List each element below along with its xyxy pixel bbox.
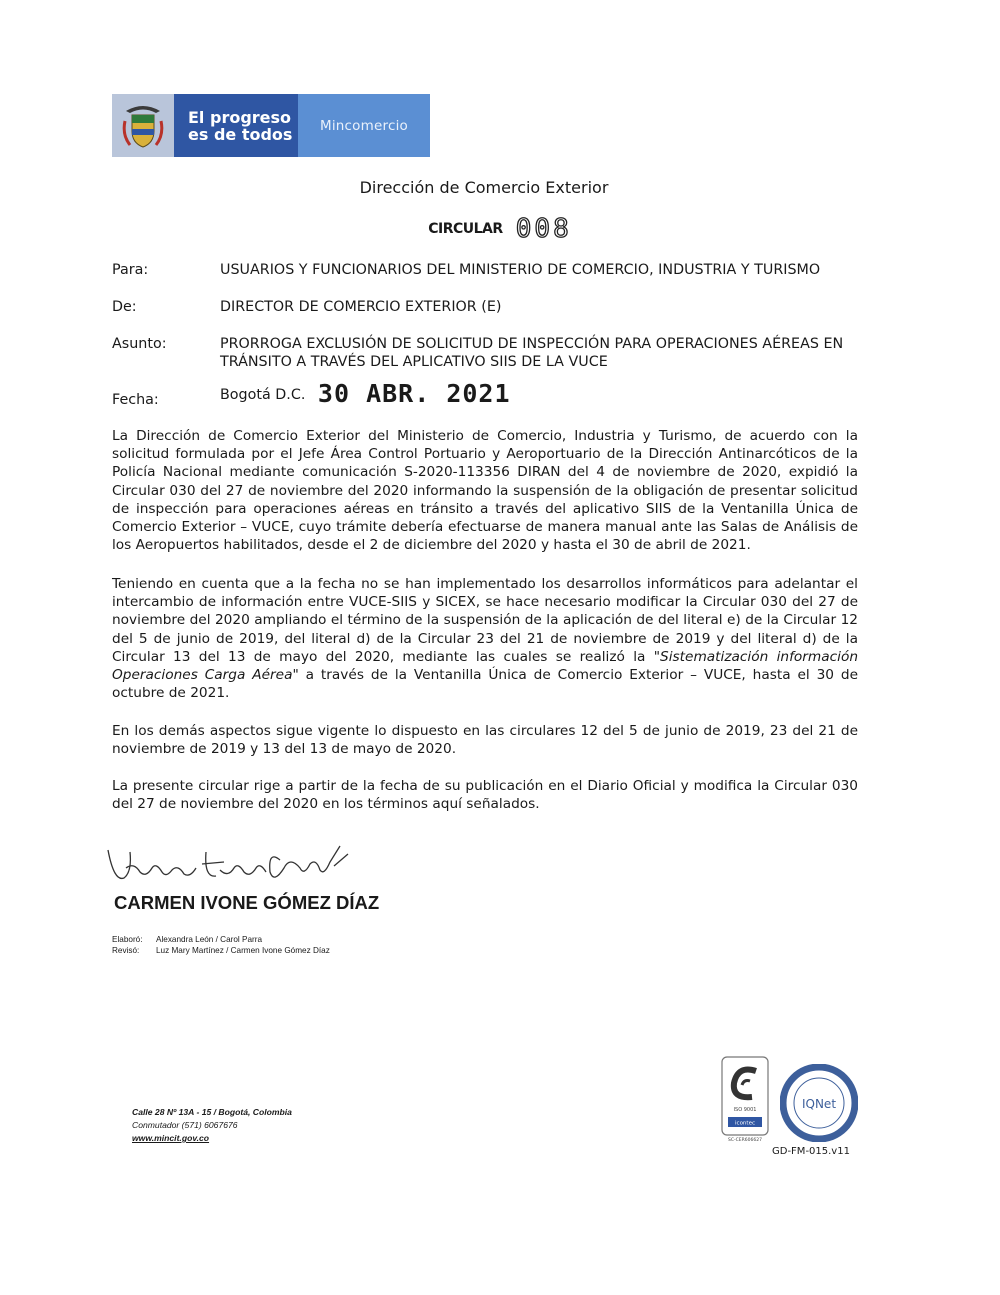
header-logo xyxy=(112,94,430,157)
circular-label: CIRCULAR xyxy=(428,221,503,237)
signer-name: CARMEN IVONE GÓMEZ DÍAZ xyxy=(114,892,380,913)
body-paragraph-2 xyxy=(112,575,858,702)
reviso-label: Revisó: xyxy=(112,946,140,955)
address-line: Calle 28 Nº 13A - 15 / Bogotá, Colombia xyxy=(132,1107,292,1117)
date-line xyxy=(220,379,860,408)
cert-icontec-text: icontec xyxy=(735,1120,755,1127)
slogan xyxy=(174,94,298,157)
slogan-line1: El progreso xyxy=(188,107,292,127)
body-paragraph-3: En los demás aspectos sigue vigente lo dispuesto en las circulares 12 del 5 de junio de 2019, 23 del 21 de noviembre de 2019 y 13 del 13 de mayo de 2020. xyxy=(112,723,858,758)
iqnet-certification-icon xyxy=(780,1064,858,1142)
body-paragraph-4: La presente circular rige a partir de la fecha de su publicación en el Diario Oficial y modifica la Circular 030 del 27 de noviembre del 2020 en los términos aquí señalados. xyxy=(112,778,858,813)
credits-elaboro xyxy=(112,934,330,945)
handwritten-signature xyxy=(104,838,354,890)
ministry-name: Mincomercio xyxy=(298,94,430,157)
credits-reviso xyxy=(112,945,330,956)
phone-line: Conmutador (571) 6067676 xyxy=(132,1120,238,1130)
coat-of-arms-icon xyxy=(112,94,174,157)
date-stamp: 30 ABR. 2021 xyxy=(317,379,511,408)
reviso-value: Luz Mary Martínez / Carmen Ivone Gómez Díaz xyxy=(156,946,330,955)
cert-code-text: SC-CER606627 xyxy=(728,1138,762,1143)
date-place: Bogotá D.C. xyxy=(220,387,306,403)
slogan-line2: es de todos xyxy=(188,124,293,144)
icontec-certification-icon xyxy=(720,1055,770,1143)
circular-heading xyxy=(0,214,1000,244)
from-label: De: xyxy=(112,299,137,315)
form-code: GD-FM-015.v11 xyxy=(772,1146,850,1157)
circular-number: 008 xyxy=(515,214,572,244)
website-link[interactable]: www.mincit.gov.co xyxy=(132,1133,210,1143)
body-paragraph-1: La Dirección de Comercio Exterior del Ministerio de Comercio, Industria y Turismo, de acuerdo con la solicitud formulada por el Jefe Área Control Portuario y Aeroportuario de la Dirección Antinarcóticos de la Policía Nacional mediante comunicación S-2020-113356 DIRAN del 4 de noviembre de 2020, expidió la Circular 030 del 27 de noviembre del 2020 informando la suspensión de la obligación de presentar solicitud de inspección para operaciones aéreas en tránsito a través del aplicativo SIIS de la Ventanilla Única de Comercio Exterior – VUCE, cuyo trámite debería efectuarse de manera manual ante las Salas de Análisis de los Aeropuertos habilitados, desde el 2 de diciembre del 2020 y hasta el 30 de abril de 2021. xyxy=(112,428,858,554)
elaboro-label: Elaboró: xyxy=(112,935,143,944)
footer-address xyxy=(132,1106,292,1145)
subject-value: PRORROGA EXCLUSIÓN DE SOLICITUD DE INSPECCIÓN PARA OPERACIONES AÉREAS EN TRÁNSITO A TRAVÉS DEL APLICATIVO SIIS DE LA VUCE xyxy=(220,336,844,370)
to-label: Para: xyxy=(112,262,149,278)
body-paragraph-2-part-b: " a través de la Ventanilla Única de Comercio Exterior – VUCE, hasta el 30 de octubre de 2021. xyxy=(112,667,858,702)
cert-iqnet-text: IQNet xyxy=(801,1097,837,1111)
subject-label: Asunto: xyxy=(112,336,167,352)
body-paragraph-2-emphasis: Sistematización información Operaciones Carga Aérea xyxy=(112,648,858,684)
cert-iso-text: ISO 9001 xyxy=(733,1107,757,1113)
elaboro-value: Alexandra León / Carol Parra xyxy=(156,935,263,944)
credits xyxy=(112,934,330,956)
department-title: Dirección de Comercio Exterior xyxy=(359,178,609,197)
date-label: Fecha: xyxy=(112,392,159,408)
to-value: USUARIOS Y FUNCIONARIOS DEL MINISTERIO DE COMERCIO, INDUSTRIA Y TURISMO xyxy=(220,262,821,278)
body-paragraph-2-part-a: Teniendo en cuenta que a la fecha no se han implementado los desarrollos informáticos para adelantar el intercambio de información entre VUCE-SIIS y SICEX, se hace necesario modificar la Circular 030 del 27 de noviembre del 2020 ampliando el término de la suspensión de la aplicación de del literal e) de la Circular 12 del 5 de junio de 2019, del literal d) de la Circular 23 del 21 de noviembre de 2019 y del literal d) de la Circular 13 del 13 de mayo del 2020, mediante las cuales se realizó la " xyxy=(112,576,858,665)
from-value: DIRECTOR DE COMERCIO EXTERIOR (E) xyxy=(220,299,502,315)
